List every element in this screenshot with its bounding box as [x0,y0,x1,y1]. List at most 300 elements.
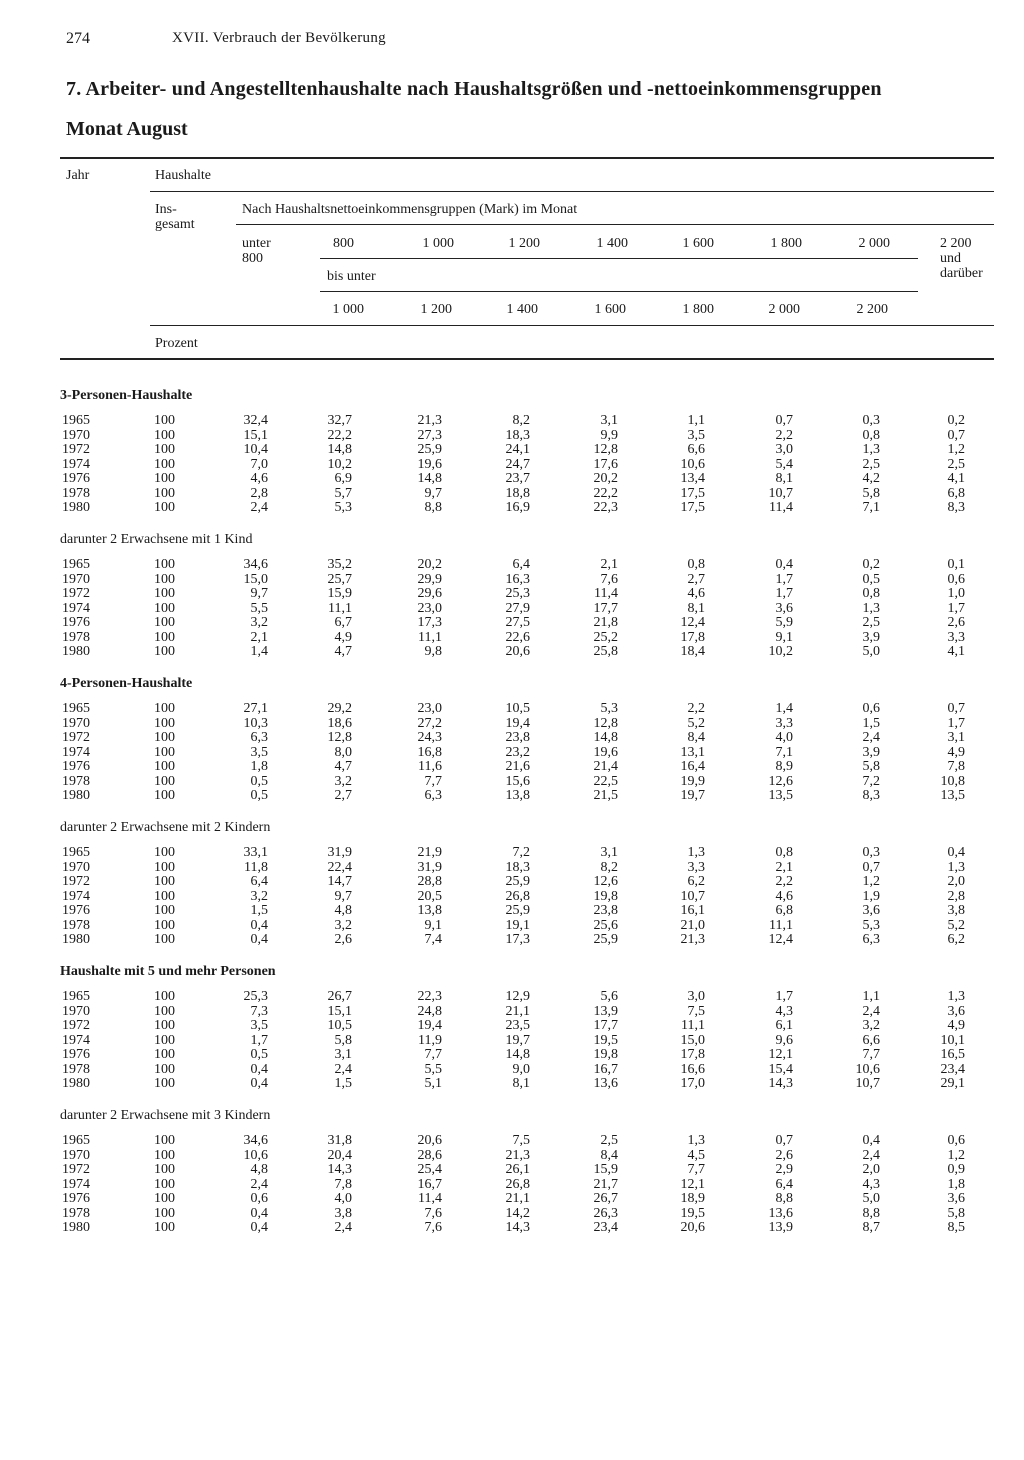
table-row [0,760,1024,775]
table-row [0,1134,1024,1149]
cell-value: 4,6 [687,586,705,601]
cell-value: 2,7 [687,571,705,587]
cell-value: 7,6 [424,1205,442,1221]
cell-value: 11,4 [418,1191,442,1206]
cell-value: 12,6 [768,773,793,789]
cell-value: 1,4 [250,644,268,659]
cell-value: 1,0 [947,586,965,601]
cell-insgesamt: 100 [154,932,175,947]
cell-value: 24,1 [505,442,530,457]
cell-year: 1974 [62,1176,90,1192]
cell-value: 3,1 [600,845,618,860]
table-subtitle: Monat August [66,118,188,140]
col-head-lower-1800: 1 800 [770,236,802,251]
col-head-upper-1800: 1 800 [682,302,714,317]
cell-value: 15,1 [243,427,268,443]
cell-year: 1972 [62,442,90,457]
cell-value: 9,9 [600,427,618,443]
cell-value: 21,9 [417,845,442,860]
cell-value: 26,7 [593,1191,618,1206]
cell-value: 22,6 [505,629,530,645]
cell-value: 0,7 [775,413,793,428]
cell-value: 19,6 [593,744,618,760]
section-label: darunter 2 Erwachsene mit 1 Kind [60,532,253,547]
cell-value: 2,0 [862,1162,880,1177]
table-row [0,861,1024,876]
cell-value: 7,7 [862,1047,880,1062]
cell-insgesamt: 100 [154,500,175,515]
cell-value: 21,1 [505,1003,530,1019]
cell-value: 4,8 [250,1162,268,1177]
cell-value: 15,6 [505,773,530,789]
cell-year: 1965 [62,845,90,860]
cell-value: 7,5 [512,1133,530,1148]
cell-value: 3,0 [687,989,705,1004]
cell-insgesamt: 100 [154,1032,175,1048]
header-top-rule [60,157,994,159]
cell-value: 1,7 [947,715,965,731]
cell-year: 1974 [62,1032,90,1048]
table-row [0,1005,1024,1020]
cell-value: 2,8 [947,888,965,904]
cell-value: 12,4 [768,932,793,947]
cell-value: 14,8 [593,730,618,745]
cell-year: 1972 [62,730,90,745]
col-head-insgesamt-1: Ins- [155,202,177,217]
cell-value: 12,8 [593,715,618,731]
cell-year: 1970 [62,715,90,731]
cell-value: 3,5 [250,744,268,760]
cell-value: 10,6 [855,1061,880,1077]
cell-value: 14,8 [327,442,352,457]
cell-value: 3,2 [334,917,352,933]
cell-value: 20,6 [417,1133,442,1148]
cell-value: 7,7 [424,773,442,789]
cell-value: 5,8 [862,485,880,501]
cell-value: 31,9 [417,859,442,875]
cell-value: 14,7 [327,874,352,889]
cell-value: 1,5 [862,715,880,731]
col-head-lower-2000: 2 000 [858,236,890,251]
cell-value: 17,7 [593,1018,618,1033]
cell-year: 1965 [62,557,90,572]
cell-year: 1976 [62,1047,90,1062]
cell-value: 8,1 [512,1076,530,1091]
cell-value: 5,2 [687,715,705,731]
cell-value: 0,5 [250,788,268,803]
cell-value: 21,3 [680,932,705,947]
cell-year: 1974 [62,888,90,904]
cell-value: 10,5 [505,701,530,716]
cell-value: 20,2 [417,557,442,572]
cell-value: 0,4 [862,1133,880,1148]
cell-value: 3,5 [687,427,705,443]
table-row [0,1207,1024,1222]
col-head-prozent: Prozent [155,336,198,351]
cell-value: 4,9 [334,629,352,645]
cell-value: 0,4 [250,1220,268,1235]
cell-value: 12,4 [680,615,705,630]
cell-value: 15,0 [243,571,268,587]
col-head-insgesamt-2: gesamt [155,217,195,232]
cell-value: 18,8 [505,485,530,501]
cell-year: 1978 [62,917,90,933]
cell-value: 19,8 [593,888,618,904]
table-row [0,501,1024,516]
header-rule-groups [236,224,994,225]
cell-value: 5,4 [775,456,793,472]
cell-value: 5,0 [862,644,880,659]
cell-value: 7,8 [947,759,965,774]
cell-value: 1,3 [862,600,880,616]
cell-value: 22,3 [593,500,618,515]
table-row [0,616,1024,631]
cell-value: 11,6 [418,759,442,774]
cell-value: 28,8 [417,874,442,889]
cell-value: 23,4 [593,1220,618,1235]
cell-insgesamt: 100 [154,1147,175,1163]
cell-value: 25,7 [327,571,352,587]
cell-value: 25,4 [417,1162,442,1177]
cell-insgesamt: 100 [154,859,175,875]
cell-value: 5,3 [600,701,618,716]
cell-value: 11,1 [681,1018,705,1033]
cell-value: 4,8 [334,903,352,918]
cell-insgesamt: 100 [154,1162,175,1177]
cell-value: 5,7 [334,485,352,501]
cell-value: 6,3 [862,932,880,947]
cell-value: 1,1 [862,989,880,1004]
cell-value: 5,8 [862,759,880,774]
cell-value: 14,3 [768,1076,793,1091]
cell-value: 3,6 [947,1003,965,1019]
cell-value: 6,9 [334,471,352,486]
cell-year: 1974 [62,456,90,472]
cell-value: 6,2 [947,932,965,947]
cell-value: 6,7 [334,615,352,630]
cell-value: 0,7 [862,859,880,875]
cell-value: 13,5 [768,788,793,803]
cell-value: 33,1 [243,845,268,860]
cell-value: 16,5 [940,1047,965,1062]
cell-value: 13,8 [505,788,530,803]
cell-year: 1980 [62,932,90,947]
cell-value: 4,3 [775,1003,793,1019]
table-row [0,746,1024,761]
cell-year: 1980 [62,500,90,515]
table-row [0,587,1024,602]
cell-value: 26,8 [505,1176,530,1192]
cell-value: 0,8 [862,427,880,443]
cell-year: 1970 [62,427,90,443]
cell-value: 17,0 [680,1076,705,1091]
table-row [0,1048,1024,1063]
cell-value: 4,1 [947,644,965,659]
cell-value: 3,9 [862,744,880,760]
cell-value: 2,8 [250,485,268,501]
cell-value: 26,8 [505,888,530,904]
cell-value: 3,3 [687,859,705,875]
col-head-last-1: 2 200 [940,236,972,251]
table-row [0,631,1024,646]
cell-value: 32,4 [243,413,268,428]
cell-value: 22,5 [593,773,618,789]
col-head-upper-1000: 1 000 [332,302,364,317]
cell-value: 5,8 [334,1032,352,1048]
cell-value: 9,8 [424,644,442,659]
cell-value: 0,3 [862,413,880,428]
cell-value: 23,8 [593,903,618,918]
cell-value: 3,6 [947,1191,965,1206]
table-row [0,702,1024,717]
cell-value: 8,8 [424,500,442,515]
cell-value: 1,7 [775,571,793,587]
col-head-upper-1400: 1 400 [506,302,538,317]
cell-value: 8,4 [687,730,705,745]
cell-value: 2,5 [862,456,880,472]
cell-value: 10,2 [327,456,352,472]
section-label: darunter 2 Erwachsene mit 2 Kindern [60,820,271,835]
cell-value: 23,8 [505,730,530,745]
cell-value: 13,6 [593,1076,618,1091]
table-row [0,890,1024,905]
cell-insgesamt: 100 [154,1220,175,1235]
cell-value: 21,8 [593,615,618,630]
cell-value: 19,9 [680,773,705,789]
cell-value: 25,8 [593,644,618,659]
cell-value: 7,4 [424,932,442,947]
cell-year: 1974 [62,744,90,760]
cell-value: 2,4 [862,730,880,745]
cell-value: 21,3 [505,1147,530,1163]
cell-value: 0,4 [250,1076,268,1091]
cell-year: 1978 [62,1061,90,1077]
cell-insgesamt: 100 [154,903,175,918]
cell-value: 25,6 [593,917,618,933]
cell-value: 6,8 [947,485,965,501]
cell-value: 7,7 [424,1047,442,1062]
col-head-unter-1: unter [242,236,271,251]
table-row [0,443,1024,458]
cell-value: 1,3 [947,859,965,875]
cell-insgesamt: 100 [154,715,175,731]
cell-value: 8,5 [947,1220,965,1235]
cell-value: 25,3 [505,586,530,601]
cell-value: 17,7 [593,600,618,616]
cell-value: 7,1 [862,500,880,515]
cell-value: 0,4 [775,557,793,572]
cell-insgesamt: 100 [154,1061,175,1077]
cell-value: 23,7 [505,471,530,486]
cell-value: 15,1 [327,1003,352,1019]
cell-insgesamt: 100 [154,644,175,659]
cell-value: 0,4 [947,845,965,860]
cell-value: 0,4 [250,1061,268,1077]
cell-value: 6,4 [775,1176,793,1192]
cell-year: 1972 [62,586,90,601]
cell-value: 7,2 [862,773,880,789]
table-row [0,1034,1024,1049]
cell-year: 1976 [62,759,90,774]
table-row [0,1063,1024,1078]
cell-value: 2,4 [250,1176,268,1192]
header-rule-prozent [150,325,994,326]
cell-value: 11,9 [418,1032,442,1048]
cell-value: 29,6 [417,586,442,601]
cell-year: 1976 [62,471,90,486]
cell-value: 25,9 [505,874,530,889]
cell-value: 16,3 [505,571,530,587]
header-rule-haushalte [150,191,994,192]
cell-value: 1,7 [947,600,965,616]
cell-value: 16,9 [505,500,530,515]
cell-value: 10,6 [680,456,705,472]
cell-value: 22,4 [327,859,352,875]
cell-value: 20,6 [680,1220,705,1235]
cell-value: 27,9 [505,600,530,616]
cell-value: 17,8 [680,629,705,645]
cell-value: 1,2 [862,874,880,889]
cell-value: 23,4 [940,1061,965,1077]
cell-value: 9,1 [424,917,442,933]
cell-value: 3,2 [862,1018,880,1033]
cell-value: 0,5 [250,773,268,789]
cell-value: 1,1 [687,413,705,428]
table-row [0,1178,1024,1193]
cell-value: 1,5 [250,903,268,918]
cell-value: 2,5 [947,456,965,472]
col-head-jahr: Jahr [66,168,90,183]
cell-value: 12,8 [593,442,618,457]
cell-value: 23,5 [505,1018,530,1033]
cell-year: 1970 [62,859,90,875]
cell-year: 1978 [62,773,90,789]
table-row [0,602,1024,617]
table-row [0,717,1024,732]
table-row [0,1163,1024,1178]
table-row [0,846,1024,861]
cell-value: 7,1 [775,744,793,760]
cell-value: 20,6 [505,644,530,659]
cell-value: 19,8 [593,1047,618,1062]
cell-value: 27,1 [243,701,268,716]
cell-value: 19,1 [505,917,530,933]
cell-value: 19,7 [680,788,705,803]
table-row [0,414,1024,429]
cell-value: 13,5 [940,788,965,803]
col-head-lower-1600: 1 600 [682,236,714,251]
cell-value: 1,2 [947,1147,965,1163]
cell-value: 4,5 [687,1147,705,1163]
cell-value: 5,5 [424,1061,442,1077]
cell-value: 27,2 [417,715,442,731]
cell-value: 1,2 [947,442,965,457]
cell-value: 12,9 [505,989,530,1004]
cell-value: 13,8 [417,903,442,918]
section-label: darunter 2 Erwachsene mit 3 Kindern [60,1108,271,1123]
cell-value: 22,2 [327,427,352,443]
cell-value: 6,1 [775,1018,793,1033]
cell-value: 20,5 [417,888,442,904]
cell-value: 3,2 [334,773,352,789]
cell-value: 1,7 [775,586,793,601]
cell-year: 1976 [62,615,90,630]
table-row [0,1192,1024,1207]
cell-value: 23,2 [505,744,530,760]
cell-value: 26,1 [505,1162,530,1177]
cell-value: 1,3 [862,442,880,457]
cell-insgesamt: 100 [154,1191,175,1206]
table-row [0,472,1024,487]
cell-value: 0,5 [250,1047,268,1062]
cell-value: 10,1 [940,1032,965,1048]
cell-value: 10,6 [243,1147,268,1163]
cell-year: 1978 [62,629,90,645]
cell-value: 19,4 [417,1018,442,1033]
cell-value: 1,8 [947,1176,965,1192]
cell-value: 17,3 [505,932,530,947]
cell-value: 12,6 [593,874,618,889]
cell-insgesamt: 100 [154,615,175,630]
cell-value: 5,5 [250,600,268,616]
cell-value: 6,6 [687,442,705,457]
cell-value: 19,5 [680,1205,705,1221]
cell-value: 9,7 [334,888,352,904]
cell-insgesamt: 100 [154,456,175,472]
cell-value: 8,4 [600,1147,618,1163]
running-head: XVII. Verbrauch der Bevölkerung [172,30,386,46]
cell-value: 3,2 [250,615,268,630]
cell-insgesamt: 100 [154,1003,175,1019]
cell-value: 3,0 [775,442,793,457]
table-row [0,573,1024,588]
cell-value: 2,5 [862,615,880,630]
cell-value: 7,6 [424,1220,442,1235]
cell-value: 21,3 [417,413,442,428]
cell-value: 15,4 [768,1061,793,1077]
table-row [0,933,1024,948]
cell-insgesamt: 100 [154,586,175,601]
cell-insgesamt: 100 [154,629,175,645]
cell-value: 0,4 [250,917,268,933]
col-head-upper-1600: 1 600 [594,302,626,317]
cell-value: 29,2 [327,701,352,716]
cell-value: 25,3 [243,989,268,1004]
cell-value: 12,1 [680,1176,705,1192]
cell-value: 2,2 [775,427,793,443]
table-row [0,875,1024,890]
cell-value: 3,3 [775,715,793,731]
cell-value: 0,4 [250,932,268,947]
cell-insgesamt: 100 [154,788,175,803]
cell-value: 19,6 [417,456,442,472]
table-row [0,458,1024,473]
cell-value: 8,8 [862,1205,880,1221]
cell-value: 18,9 [680,1191,705,1206]
cell-insgesamt: 100 [154,413,175,428]
cell-value: 6,8 [775,903,793,918]
cell-value: 0,7 [775,1133,793,1148]
section-label: Haushalte mit 5 und mehr Personen [60,964,276,979]
cell-value: 17,5 [680,485,705,501]
cell-value: 10,4 [243,442,268,457]
cell-value: 3,1 [600,413,618,428]
cell-value: 11,1 [418,629,442,645]
cell-insgesamt: 100 [154,773,175,789]
cell-value: 0,8 [687,557,705,572]
cell-value: 22,3 [417,989,442,1004]
cell-value: 14,3 [327,1162,352,1177]
